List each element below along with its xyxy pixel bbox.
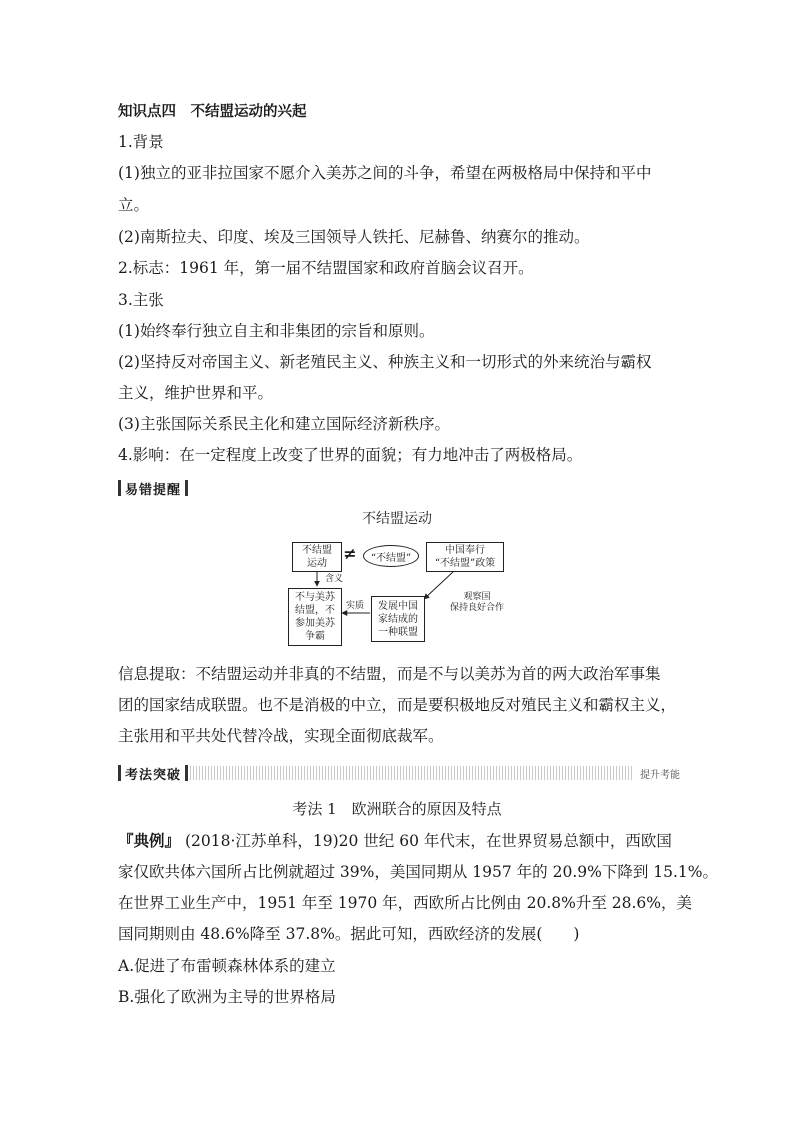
option-b: B.强化了欧洲为主导的世界格局 — [118, 988, 336, 1006]
claim-1: (1)始终奉行独立自主和非集团的宗旨和原则。 — [118, 322, 435, 340]
definition-box: 不与美苏 结盟，不 参加美苏 争霸 — [288, 588, 342, 646]
option-a: A.促进了布雷顿森林体系的建立 — [118, 957, 336, 975]
section-right-label: 提升考能 — [634, 766, 680, 781]
alliance-box: 发展中国 家结成的 一种联盟 — [371, 596, 425, 642]
diagram-title: 不结盟运动 — [362, 511, 432, 527]
example-line-3: 在世界工业生产中，1951 年至 1970 年，西欧所占比例由 20.8%升至 28.6%，美 — [118, 894, 693, 912]
example-line-1 — [118, 830, 672, 852]
impact-text: 4.影响：在一定程度上改变了世界的面貌；有力地冲击了两极格局。 — [118, 446, 583, 464]
knowledge-point-title: 知识点四 不结盟运动的兴起 — [118, 104, 307, 120]
example-line-1-rest: (2018·江苏单科，19)20 世纪 60 年代末，在世界贸易总额中，西欧国 — [184, 832, 672, 850]
not-equal-icon: ≠ — [343, 544, 357, 563]
example-tag: 『典例』 — [118, 831, 181, 850]
concept-diagram — [286, 538, 516, 648]
china-policy-box: 中国奉行 “不结盟”政策 — [426, 542, 504, 572]
claims-heading: 3.主张 — [118, 291, 164, 309]
method-breakthrough-bar — [118, 763, 680, 783]
nonaligned-quote-ellipse: “不结盟” — [363, 545, 419, 567]
section-right-mark — [185, 765, 188, 781]
nonaligned-movement-box: 不结盟 运动 — [292, 542, 342, 572]
info-extract-line-2: 团的国家结成联盟。也不是消极的中立，而是要积极地反对殖民主义和霸权主义， — [118, 696, 677, 714]
claim-2-line-1: (2)坚持反对帝国主义、新老殖民主义、种族主义和一切形式的外来统治与霸权 — [118, 353, 652, 371]
background-item-2: (2)南斯拉夫、印度、埃及三国领导人铁托、尼赫鲁、纳赛尔的推动。 — [118, 228, 590, 246]
method-title: 考法 1 欧洲联合的原因及特点 — [292, 800, 502, 818]
mistake-reminder-tag — [118, 478, 188, 498]
observer-label: 观察国 保持良好合作 — [449, 592, 504, 613]
example-line-2: 家仅欧共体六国所占比例就超过 39%，美国同期从 1957 年的 20.9%下降到 15.1%。 — [118, 863, 719, 881]
background-item-1-line-1: (1)独立的亚非拉国家不愿介入美苏之间的斗争，希望在两极格局中保持和平中 — [118, 164, 652, 182]
info-extract-line-3: 主张用和平共处代替冷战，实现全面彻底裁军。 — [118, 727, 444, 745]
tag-right-mark — [185, 480, 188, 496]
section-label: 考法突破 — [125, 767, 182, 783]
claim-3: (3)主张国际关系民主化和建立国际经济新秩序。 — [118, 415, 450, 433]
section-hatch — [190, 766, 634, 780]
info-extract-line-1: 信息提取：不结盟运动并非真的不结盟，而是不与以美苏为首的两大政治军事集 — [118, 665, 661, 683]
sign-text: 2.标志：1961 年，第一届不结盟国家和政府首脑会议召开。 — [118, 259, 534, 277]
mistake-reminder-label: 易错提醒 — [125, 482, 182, 498]
essence-label: 实质 — [345, 601, 364, 611]
background-heading: 1.背景 — [118, 133, 164, 151]
background-item-1-line-2: 立。 — [118, 196, 150, 214]
meaning-label: 含义 — [324, 574, 343, 584]
claim-2-line-2: 主义，维护世界和平。 — [118, 384, 274, 402]
example-line-4: 国同期则由 48.6%降至 37.8%。据此可知，西欧经济的发展( ) — [118, 925, 580, 943]
